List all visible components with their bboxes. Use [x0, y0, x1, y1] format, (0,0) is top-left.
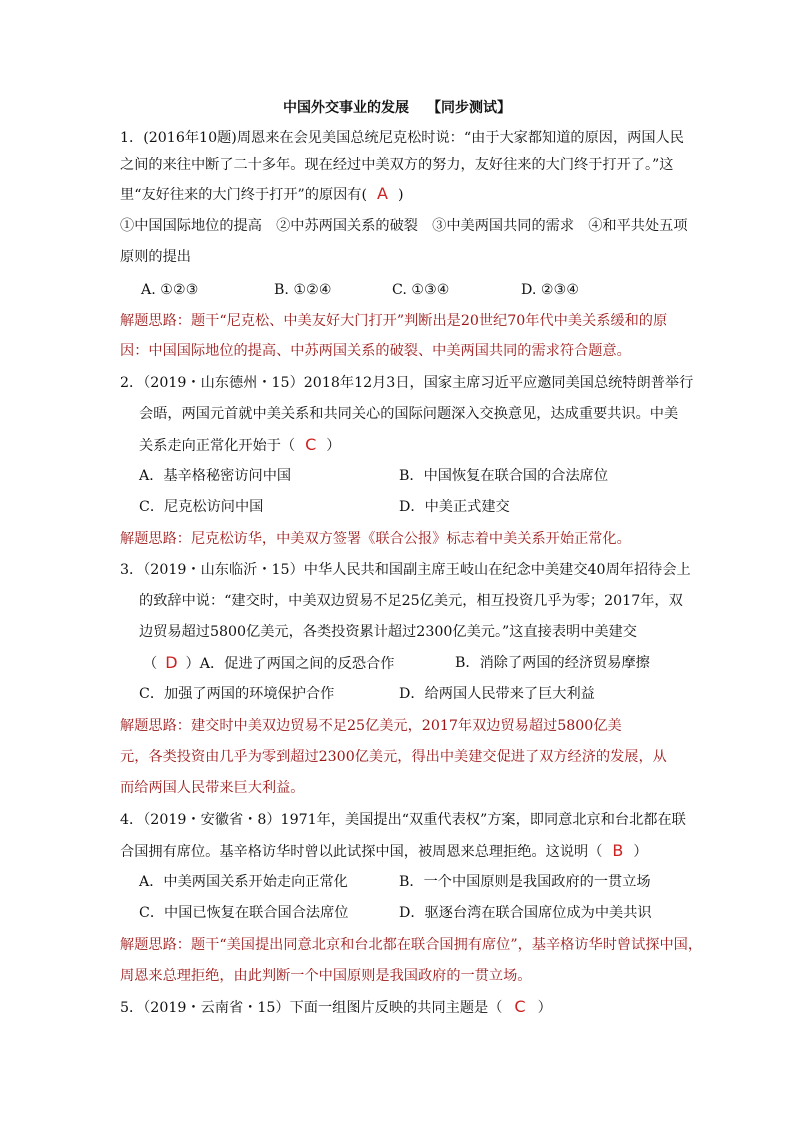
q1-stem-line-4: ①中国国际地位的提高 ②中苏两国关系的破裂 ③中美两国共同的需求 ④和平共处五项 [120, 218, 688, 234]
q4-stem-line-2 [120, 841, 648, 862]
q4-option-a: A．中美两国关系开始走向正常化 [139, 874, 348, 890]
q2-option-a: A．基辛格秘密访问中国 [139, 468, 292, 484]
q5-stem-line-1 [120, 997, 552, 1018]
q1-option-c: C. ①③④ [392, 282, 450, 298]
q3-answer: D [165, 653, 178, 672]
q1-stem-line-3 [120, 184, 404, 205]
q2-stem-line-1: 2．（2019・山东德州・15）2018年12月3日，国家主席习近平应邀同美国总统特朗普举行 [120, 375, 694, 391]
page-title [0, 97, 794, 117]
q1-option-a: A. ①②③ [141, 282, 199, 298]
q4-option-b: B．一个中国原则是我国政府的一贯立场 [399, 874, 651, 890]
q2-stem-line-2: 会晤，两国元首就中美关系和共同关心的国际问题深入交换意见，达成重要共识。中美 [139, 406, 679, 422]
q3-option-b: B．消除了两国的经济贸易摩擦 [455, 655, 650, 671]
q4-option-c: C．中国已恢复在联合国合法席位 [139, 905, 349, 921]
q5-stem-close: ） [537, 1000, 552, 1016]
q1-stem-text: 里“友好往来的大门终于打开”的原因有( [120, 187, 368, 203]
q4-explanation-line-1: 解题思路：题干“美国提出同意北京和台北都在联合国拥有席位”，基辛格访华时曾试探中国， [120, 937, 703, 953]
q5-stem-text: 5．（2019・云南省・15）下面一组图片反映的共同主题是（ [120, 1000, 503, 1016]
q4-explanation-line-2: 周恩来总理拒绝，由此判断一个中国原则是我国政府的一贯立场。 [120, 968, 532, 984]
q4-stem-text: 合国拥有席位。基辛格访华时曾以此试探中国，被周恩来总理拒绝。这说明（ [120, 844, 603, 860]
q1-stem-close: ) [398, 187, 404, 203]
q4-option-d: D．驱逐台湾在联合国席位成为中美共识 [399, 905, 652, 921]
q3-stem-line-1: 3．（2019・山东临沂・15）中华人民共和国副主席王岐山在纪念中美建交40周年招待会上 [120, 562, 691, 578]
q5-answer: C [514, 997, 526, 1016]
q1-answer: A [377, 184, 388, 203]
q1-stem-line-2: 之间的来往中断了二十多年。现在经过中美双方的努力，友好往来的大门终于打开了。”这 [120, 157, 674, 173]
q3-explanation-line-1: 解题思路：建交时中美双边贸易不足25亿美元，2017年双边贸易超过5800亿美 [120, 718, 622, 734]
q1-stem-line-1: 1．(2016年10题)周恩来在会见美国总统尼克松时说：“由于大家都知道的原因，两国人民 [120, 130, 684, 146]
q1-explanation-line-1: 解题思路：题干“尼克松、中美友好大门打开”判断出是20世纪70年代中美关系缓和的原 [120, 313, 668, 329]
q3-stem-line-3: 边贸易超过5800亿美元，各类投资累计超过2300亿美元。”这直接表明中美建交 [139, 624, 637, 640]
q2-stem-line-3 [139, 435, 340, 456]
q4-stem-line-1: 4．（2019・安徽省・8）1971年，美国提出“双重代表权”方案，即同意北京和台北都在联 [120, 812, 686, 828]
q3-stem-line-2: 的致辞中说：“建交时，中美双边贸易不足25亿美元，相互投资几乎为零；2017年，双 [139, 593, 683, 609]
q4-stem-close: ） [633, 844, 648, 860]
q4-answer: B [612, 841, 624, 860]
q2-answer: C [305, 435, 317, 454]
q3-explanation-line-2: 元，各类投资由几乎为零到超过2300亿美元，得出中美建交促进了双方经济的发展，从 [120, 749, 667, 765]
q2-explanation-line-1: 解题思路：尼克松访华，中美双方签署《联合公报》标志着中美关系开始正常化。 [120, 531, 631, 547]
q1-explanation-line-2: 因：中国国际地位的提高、中苏两国关系的破裂、中美两国共同的需求符合题意。 [120, 343, 631, 359]
q3-option-d: D．给两国人民带来了巨大利益 [399, 686, 595, 702]
q3-stem-line-4 [143, 653, 394, 674]
q3-option-a: ）A．促进了两国之间的反恐合作 [185, 656, 395, 672]
q2-option-b: B．中国恢复在联合国的合法席位 [399, 468, 609, 484]
q3-stem-open: （ [143, 656, 158, 672]
title-main: 中国外交事业的发展 [283, 100, 409, 116]
title-tag: 【同步测试】 [427, 100, 511, 116]
q2-option-c: C．尼克松访问中国 [139, 499, 264, 515]
q3-explanation-line-3: 而给两国人民带来巨大利益。 [120, 780, 305, 796]
q1-option-d: D. ②③④ [521, 282, 580, 298]
q2-option-d: D．中美正式建交 [399, 499, 510, 515]
q1-stem-line-5: 原则的提出 [120, 249, 191, 265]
q1-option-b: B. ①②④ [274, 282, 332, 298]
q2-stem-close: ） [326, 438, 341, 454]
q2-stem-text: 关系走向正常化开始于（ [139, 438, 296, 454]
q3-option-c: C．加强了两国的环境保护合作 [139, 686, 335, 702]
